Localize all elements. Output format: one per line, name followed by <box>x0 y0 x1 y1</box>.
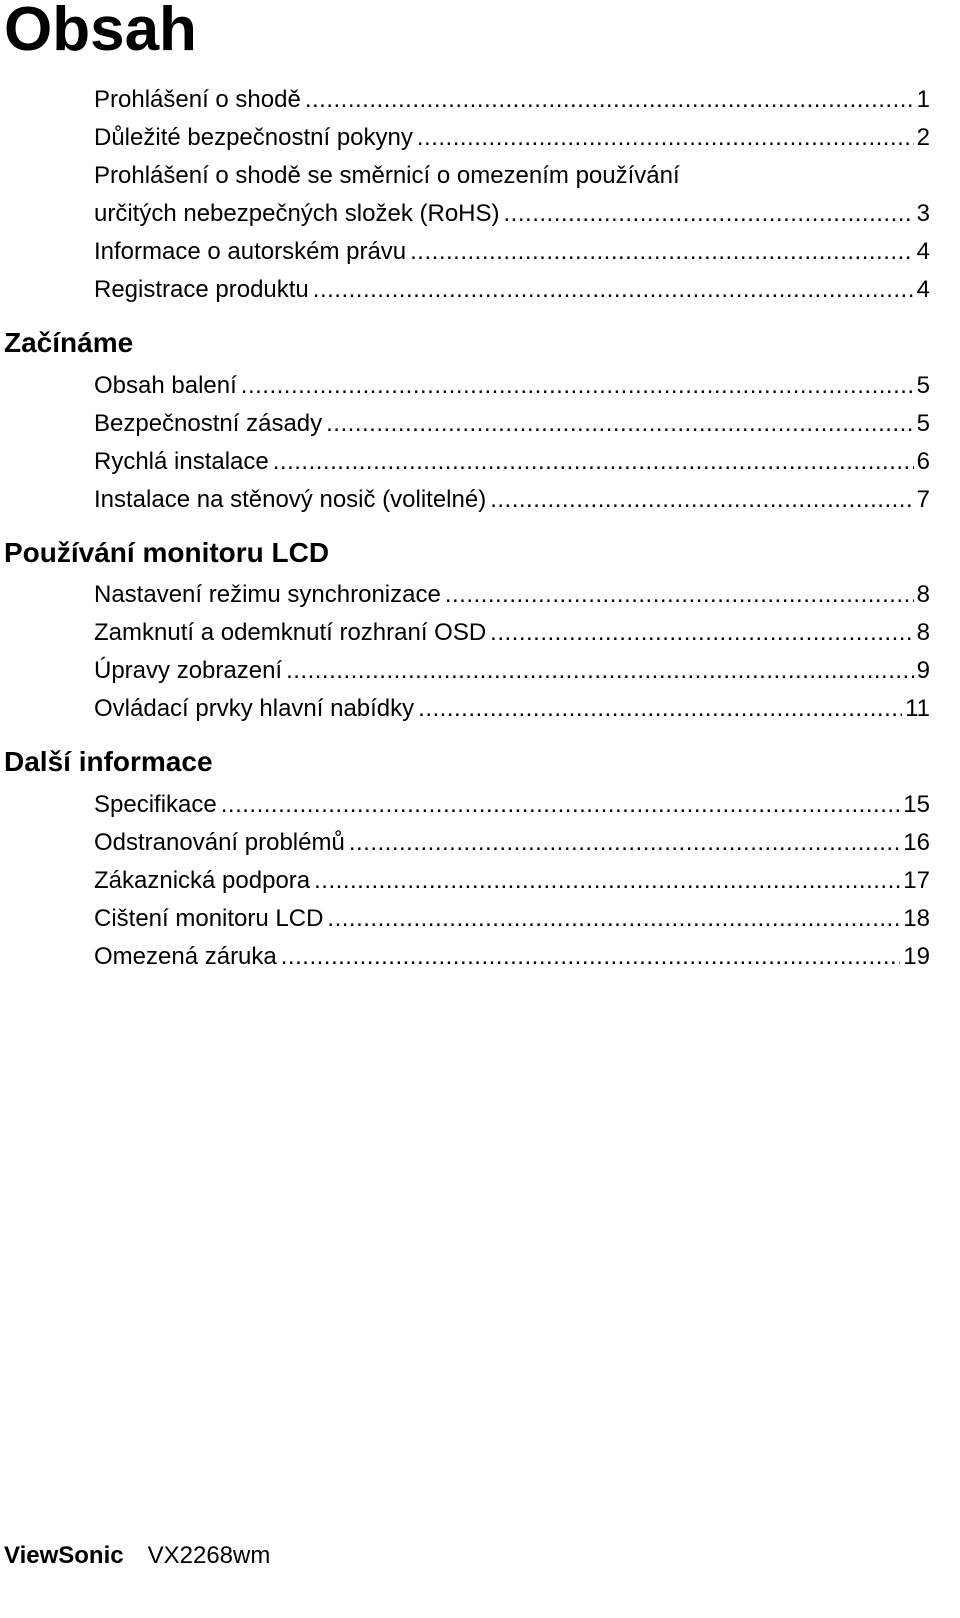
toc-entry-text: Prohlášení o shodě <box>94 86 301 113</box>
toc-page-number: 4 <box>916 276 930 303</box>
toc-entry[interactable] <box>94 580 930 610</box>
toc-page-number: 17 <box>903 867 930 894</box>
toc-entry-text: Bezpečnostní zásady <box>94 410 323 437</box>
toc-leader <box>314 866 900 896</box>
section-heading[interactable]: Další informace <box>4 746 213 777</box>
toc-entry-text: Registrace produktu <box>94 276 309 303</box>
toc-page-number: 8 <box>916 581 930 608</box>
toc-leader <box>313 275 914 305</box>
section-heading[interactable]: Používání monitoru LCD <box>4 537 330 568</box>
toc-entry[interactable] <box>94 790 930 820</box>
toc-page-number: 8 <box>916 619 930 646</box>
brand-name: ViewSonic <box>4 1542 124 1569</box>
toc-leader <box>504 199 914 229</box>
toc-entry[interactable] <box>94 904 930 934</box>
section-heading[interactable]: Začínáme <box>4 327 134 358</box>
toc-entry-text: Obsah balení <box>94 372 237 399</box>
toc-leader <box>273 447 914 477</box>
toc-entry-text: Rychlá instalace <box>94 448 269 475</box>
toc-page-number: 5 <box>916 372 930 399</box>
toc-leader <box>326 409 914 439</box>
toc-entry[interactable] <box>94 694 930 724</box>
toc-entry-text: Odstranování problémů <box>94 829 345 856</box>
toc-leader <box>490 485 913 515</box>
toc-page-number: 5 <box>916 410 930 437</box>
toc-leader <box>445 580 914 610</box>
toc-entry[interactable] <box>94 85 930 115</box>
toc-entry[interactable] <box>94 123 930 153</box>
toc-entry-text: Omezená záruka <box>94 943 277 970</box>
toc-page-number: 4 <box>916 238 930 265</box>
toc-entry-text: určitých nebezpečných složek (RoHS) <box>94 200 500 227</box>
toc-entry[interactable] <box>94 275 930 305</box>
model-name: VX2268wm <box>147 1542 271 1569</box>
toc-entry-text: Instalace na stěnový nosič (volitelné) <box>94 486 487 513</box>
toc-entry[interactable] <box>94 828 930 858</box>
toc-entry[interactable] <box>94 237 930 267</box>
page-title: Obsah <box>4 0 197 64</box>
toc-leader <box>410 237 914 267</box>
toc-entry-text: Úpravy zobrazení <box>94 657 283 684</box>
toc-leader <box>490 618 913 648</box>
toc-leader <box>281 942 901 972</box>
toc-entry-text: Cištení monitoru LCD <box>94 905 324 932</box>
toc-page-number: 1 <box>916 86 930 113</box>
toc-page-number: 11 <box>905 695 930 722</box>
toc-page-number: 9 <box>916 657 930 684</box>
toc-page-number: 3 <box>916 200 930 227</box>
toc-page-number: 16 <box>903 829 930 856</box>
toc-leader <box>241 371 914 401</box>
toc-entry-text: Prohlášení o shodě se směrnicí o omezením používání <box>94 162 680 189</box>
toc-entry[interactable] <box>94 618 930 648</box>
page-footer <box>4 1541 270 1571</box>
toc-leader <box>418 694 902 724</box>
toc-page-number: 7 <box>916 486 930 513</box>
toc-page-number: 2 <box>916 124 930 151</box>
toc-leader <box>305 85 914 115</box>
toc-entry[interactable] <box>94 161 930 191</box>
toc-entry[interactable] <box>94 866 930 896</box>
toc-page-number: 6 <box>916 448 930 475</box>
toc-entry[interactable] <box>94 409 930 439</box>
toc-entry[interactable] <box>94 485 930 515</box>
toc-entry[interactable] <box>94 199 930 229</box>
toc-page-number: 15 <box>903 791 930 818</box>
toc-entry-text: Informace o autorském právu <box>94 238 407 265</box>
toc-page-number: 19 <box>903 943 930 970</box>
toc-entry[interactable] <box>94 447 930 477</box>
toc-leader <box>327 904 900 934</box>
toc-page-number: 18 <box>903 905 930 932</box>
toc-entry-text: Zákaznická podpora <box>94 867 311 894</box>
toc-entry[interactable] <box>94 656 930 686</box>
toc-entry-text: Zamknutí a odemknutí rozhraní OSD <box>94 619 487 646</box>
toc-leader <box>417 123 914 153</box>
toc-entry-text: Důležité bezpečnostní pokyny <box>94 124 413 151</box>
toc-leader <box>349 828 900 858</box>
toc-leader <box>221 790 901 820</box>
toc-leader <box>286 656 914 686</box>
toc-entry[interactable] <box>94 371 930 401</box>
toc-entry-text: Specifikace <box>94 791 217 818</box>
toc-entry-text: Nastavení režimu synchronizace <box>94 581 441 608</box>
toc-entry[interactable] <box>94 942 930 972</box>
toc-entry-text: Ovládací prvky hlavní nabídky <box>94 695 415 722</box>
